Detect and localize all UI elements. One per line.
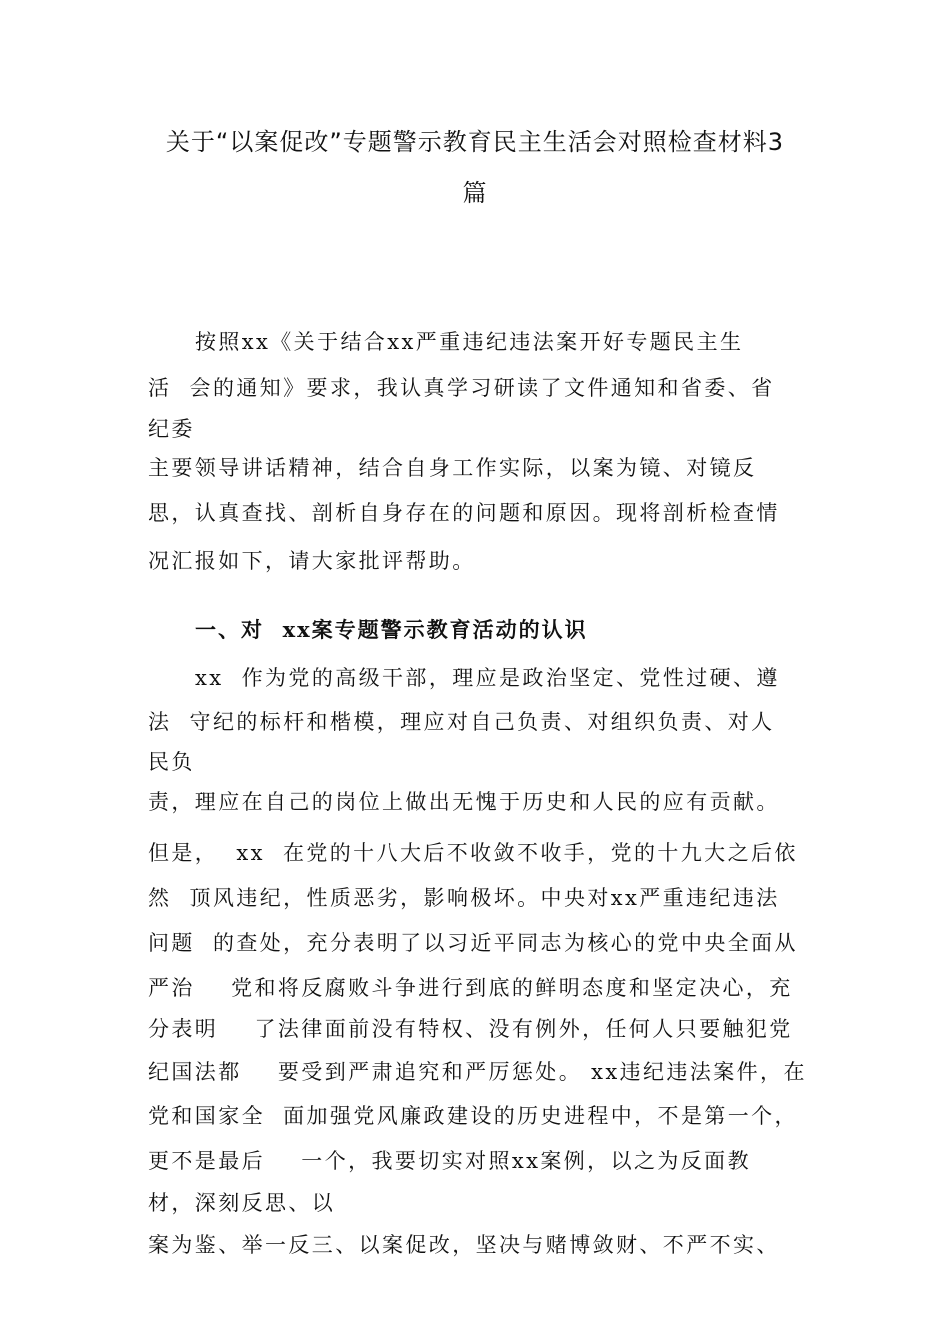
section1-line-8: 严治 党和将反腐败斗争进行到底的鲜明态度和坚定决心，充 xyxy=(148,976,793,1000)
intro-line-6: 况汇报如下，请大家批评帮助。 xyxy=(148,549,476,573)
section1-line-11: 党和国家全 面加强党风廉政建设的历史进程中，不是第一个， xyxy=(148,1104,798,1128)
section1-line-14: 案为鉴、举一反三、以案促改，坚决与赌博敛财、不严不实、 xyxy=(148,1233,780,1257)
section1-line-7: 问题 的查处，充分表明了以习近平同志为核心的党中央全面从 xyxy=(148,931,798,955)
section-heading-1: 一、对 xx案专题警示教育活动的认识 xyxy=(195,617,588,642)
intro-line-1: 按照xx《关于结合xx严重违纪违法案开好专题民主生 xyxy=(195,330,744,354)
section1-line-2: 法 守纪的标杆和楷模，理应对自己负责、对组织负责、对人 xyxy=(148,710,775,734)
section1-line-9: 分表明 了法律面前没有特权、没有例外，任何人只要触犯党 xyxy=(148,1017,793,1041)
intro-line-5: 思，认真查找、剖析自身存在的问题和原因。现将剖析检查情 xyxy=(148,501,780,525)
section1-line-5: 但是， xx 在党的十八大后不收敛不收手，党的十九大之后依 xyxy=(148,841,798,865)
intro-line-4: 主要领导讲话精神，结合自身工作实际，以案为镜、对镜反 xyxy=(148,456,757,480)
section1-line-1: xx 作为党的高级干部，理应是政治坚定、党性过硬、遵 xyxy=(195,666,780,690)
intro-line-3: 纪委 xyxy=(148,417,195,441)
section1-line-13: 材，深刻反思、以 xyxy=(148,1191,336,1215)
section1-line-3: 民负 xyxy=(148,750,195,774)
section1-line-12: 更不是最后 一个，我要切实对照xx案例，以之为反面教 xyxy=(148,1149,751,1173)
document-title-line-1: 关于“以案促改”专题警示教育民主生活会对照检查材料3 xyxy=(165,128,785,156)
section1-line-6: 然 顶风违纪，性质恶劣，影响极坏。中央对xx严重违纪违法 xyxy=(148,886,780,910)
intro-line-2: 活 会的通知》要求，我认真学习研读了文件通知和省委、省 xyxy=(148,376,775,400)
section1-line-10: 纪国法都 要受到严肃追究和严厉惩处。 xx违纪违法案件，在 xyxy=(148,1060,807,1084)
document-title-line-2: 篇 xyxy=(462,179,488,207)
section1-line-4: 责，理应在自己的岗位上做出无愧于历史和人民的应有贡献。 xyxy=(148,790,780,814)
